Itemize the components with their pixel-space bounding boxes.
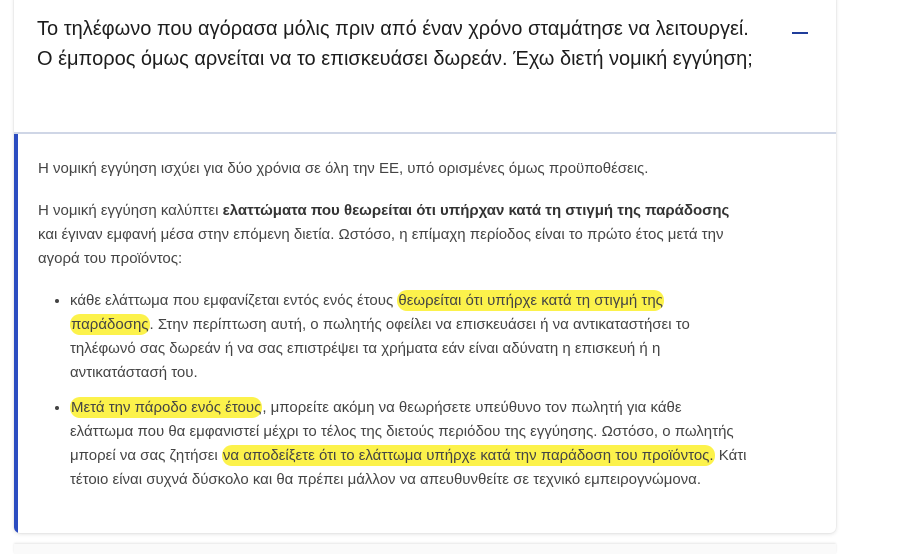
faq-question[interactable]: Το τηλέφωνο που αγόρασα μόλις πριν από έναν χρόνο σταμάτησε να λειτουργεί. Ο έμπορος όμως αρνείται να το επισκευάσει δωρεάν. Έχω διετή νομική εγγύηση;: [37, 18, 753, 70]
bullet2-text-middle: , μπορείτε ακόμη να θεωρήσετε υπεύθυνο τον πωλητή για κάθε ελάττωμα που θα εμφανιστεί μέχρι το τέλος της διετούς περιόδου της εγγύησης. Ωστόσο, ο πωλητής μπορεί να σας ζητήσει: [70, 399, 734, 464]
coverage-text-start: Η νομική εγγύηση καλύπτει: [38, 202, 223, 219]
highlighted-text: θεωρείται ότι υπήρχε κατά τη στιγμή της παράδοσης: [71, 292, 663, 333]
answer-bullet-list: [38, 289, 748, 492]
list-item-first-year: [70, 289, 748, 385]
faq-answer-panel: [14, 134, 836, 533]
bullet1-text-end: . Στην περίπτωση αυτή, ο πωλητής οφείλει να επισκευάσει ή να αντικαταστήσει το τηλέφωνό σας δωρεάν ή να σας επιστρέψει τα χρήματα εάν είναι αδύνατη η επισκευή ή η αντικατάστασή του.: [70, 316, 690, 381]
list-item-after-first-year: [70, 396, 748, 492]
highlighted-text: Μετά την πάροδο ενός έτους: [71, 399, 262, 416]
next-faq-card-edge: [14, 544, 836, 554]
minus-icon: [792, 32, 808, 34]
coverage-bold-text: ελαττώματα που θεωρείται ότι υπήρχαν κατά τη στιγμή της παράδοσης: [222, 202, 730, 219]
highlighted-text: να αποδείξετε ότι το ελάττωμα υπήρχε κατά την παράδοση του προϊόντος.: [222, 447, 714, 464]
faq-question-header[interactable]: [14, 0, 836, 134]
bullet1-text-start: κάθε ελάττωμα που εμφανίζεται εντός ενός έτους: [70, 292, 398, 309]
faq-answer-content: [38, 157, 748, 503]
bullet2-text-end: Κάτι τέτοιο είναι συχνά δύσκολο και θα πρέπει μάλλον να απευθυνθείτε σε τεχνικό εμπειρογνώμονα.: [70, 447, 747, 488]
answer-coverage-paragraph: [38, 199, 748, 271]
collapse-toggle-button[interactable]: [784, 24, 814, 44]
coverage-text-end: και έγιναν εμφανή μέσα στην επόμενη διετία. Ωστόσο, η επίμαχη περίοδος είναι το πρώτο έτος μετά την αγορά του προϊόντος:: [38, 226, 724, 267]
faq-card: [14, 0, 836, 533]
answer-intro-paragraph: Η νομική εγγύηση ισχύει για δύο χρόνια σε όλη την ΕΕ, υπό ορισμένες όμως προϋποθέσεις.: [38, 160, 649, 177]
